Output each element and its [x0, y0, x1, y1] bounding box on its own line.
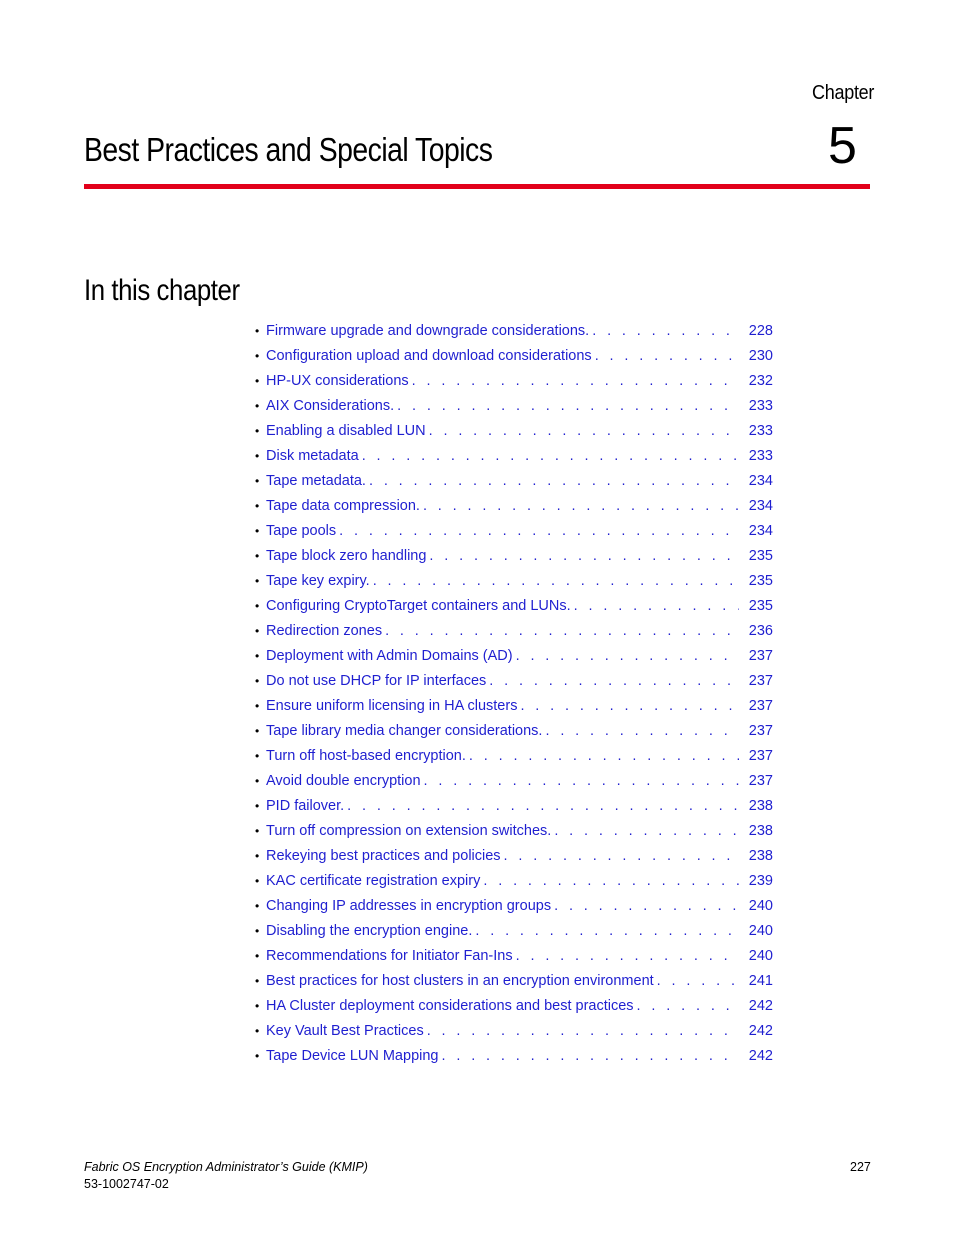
toc-page-link[interactable]: 238: [748, 798, 773, 814]
toc-entry: [255, 419, 773, 444]
bullet-icon: •: [255, 674, 260, 688]
footer-guide-title: Fabric OS Encryption Administrator’s Guide (KMIP): [84, 1160, 368, 1174]
toc-page-link[interactable]: 240: [748, 923, 773, 939]
toc-leader-dots: [589, 319, 739, 344]
bullet-icon: •: [255, 474, 260, 488]
toc-leader-dots: [486, 669, 739, 694]
toc-link[interactable]: Deployment with Admin Domains (AD): [266, 648, 513, 664]
toc-leader-dots: [517, 694, 739, 719]
toc-link[interactable]: PID failover.: [266, 798, 345, 814]
footer-page-number: 227: [850, 1160, 871, 1174]
toc-link[interactable]: Tape data compression.: [266, 498, 420, 514]
toc-entry: [255, 769, 773, 794]
toc-link[interactable]: Best practices for host clusters in an encryption environment: [266, 973, 654, 989]
toc-entry: [255, 619, 773, 644]
toc-leader-dots: [501, 844, 739, 869]
toc-entry: [255, 794, 773, 819]
toc-link[interactable]: Do not use DHCP for IP interfaces: [266, 673, 487, 689]
toc-link[interactable]: Tape key expiry.: [266, 573, 370, 589]
toc-link[interactable]: Tape block zero handling: [266, 548, 427, 564]
footer-doc-number: 53-1002747-02: [84, 1177, 169, 1191]
toc-link[interactable]: Tape pools: [266, 523, 337, 539]
toc-link[interactable]: Tape library media changer considerations.: [266, 723, 543, 739]
toc-leader-dots: [551, 894, 739, 919]
toc-page-link[interactable]: 242: [748, 1048, 773, 1064]
toc-link[interactable]: Rekeying best practices and policies: [266, 848, 501, 864]
toc-page-link[interactable]: 237: [748, 673, 773, 689]
bullet-icon: •: [255, 799, 260, 813]
toc-page-link[interactable]: 232: [748, 373, 773, 389]
bullet-icon: •: [255, 499, 260, 513]
toc-page-link[interactable]: 236: [748, 623, 773, 639]
toc-link[interactable]: HA Cluster deployment considerations and best practices: [266, 998, 634, 1014]
toc-link[interactable]: Key Vault Best Practices: [266, 1023, 424, 1039]
toc-entry: [255, 819, 773, 844]
bullet-icon: •: [255, 524, 260, 538]
toc-entry: [255, 394, 773, 419]
bullet-icon: •: [255, 899, 260, 913]
page-title: Best Practices and Special Topics: [84, 131, 493, 168]
toc-page-link[interactable]: 234: [748, 473, 773, 489]
toc-entry: [255, 694, 773, 719]
toc-leader-dots: [438, 1044, 739, 1069]
toc-entry: [255, 544, 773, 569]
toc-entry: [255, 494, 773, 519]
toc-page-link[interactable]: 237: [748, 723, 773, 739]
toc-leader-dots: [426, 544, 739, 569]
chapter-toc: [255, 319, 773, 1069]
bullet-icon: •: [255, 974, 260, 988]
toc-entry: [255, 519, 773, 544]
title-divider: [84, 184, 870, 189]
toc-entry: [255, 744, 773, 769]
bullet-icon: •: [255, 699, 260, 713]
toc-entry: [255, 869, 773, 894]
toc-link[interactable]: AIX Considerations.: [266, 398, 395, 414]
bullet-icon: •: [255, 424, 260, 438]
bullet-icon: •: [255, 949, 260, 963]
toc-page-link[interactable]: 234: [748, 523, 773, 539]
toc-page-link[interactable]: 237: [748, 648, 773, 664]
toc-entry: [255, 944, 773, 969]
toc-leader-dots: [344, 794, 739, 819]
toc-page-link[interactable]: 234: [748, 498, 773, 514]
bullet-icon: •: [255, 824, 260, 838]
toc-entry: [255, 319, 773, 344]
bullet-icon: •: [255, 324, 260, 338]
toc-link[interactable]: Changing IP addresses in encryption groups: [266, 898, 552, 914]
toc-page-link[interactable]: 237: [748, 698, 773, 714]
toc-entry: [255, 344, 773, 369]
toc-entry: [255, 1019, 773, 1044]
toc-link[interactable]: Disk metadata: [266, 448, 359, 464]
toc-entry: [255, 469, 773, 494]
toc-leader-dots: [592, 344, 739, 369]
toc-link[interactable]: Turn off compression on extension switches.: [266, 823, 552, 839]
toc-link[interactable]: Configuration upload and download considerations: [266, 348, 592, 364]
bullet-icon: •: [255, 549, 260, 563]
toc-entry: [255, 594, 773, 619]
toc-link[interactable]: Firmware upgrade and downgrade considerations.: [266, 323, 590, 339]
toc-page-link[interactable]: 242: [748, 998, 773, 1014]
bullet-icon: •: [255, 599, 260, 613]
toc-page-link[interactable]: 233: [748, 398, 773, 414]
bullet-icon: •: [255, 624, 260, 638]
bullet-icon: •: [255, 749, 260, 763]
toc-leader-dots: [409, 369, 739, 394]
toc-link[interactable]: Tape metadata.: [266, 473, 366, 489]
toc-page-link[interactable]: 239: [748, 873, 773, 889]
toc-page-link[interactable]: 235: [748, 573, 773, 589]
bullet-icon: •: [255, 574, 260, 588]
toc-page-link[interactable]: 233: [748, 448, 773, 464]
toc-link[interactable]: KAC certificate registration expiry: [266, 873, 481, 889]
bullet-icon: •: [255, 874, 260, 888]
toc-leader-dots: [336, 519, 739, 544]
chapter-label: Chapter: [812, 82, 875, 104]
toc-entry: [255, 894, 773, 919]
toc-page-link[interactable]: 228: [748, 323, 773, 339]
toc-leader-dots: [359, 444, 739, 469]
toc-page-link[interactable]: 238: [748, 848, 773, 864]
toc-leader-dots: [394, 394, 739, 419]
toc-leader-dots: [382, 619, 739, 644]
bullet-icon: •: [255, 1049, 260, 1063]
toc-leader-dots: [421, 769, 739, 794]
chapter-number: 5: [828, 117, 857, 175]
toc-entry: [255, 919, 773, 944]
toc-page-link[interactable]: 238: [748, 823, 773, 839]
toc-entry: [255, 569, 773, 594]
toc-leader-dots: [551, 819, 739, 844]
toc-page-link[interactable]: 237: [748, 748, 773, 764]
bullet-icon: •: [255, 349, 260, 363]
bullet-icon: •: [255, 999, 260, 1013]
toc-leader-dots: [424, 1019, 739, 1044]
toc-link[interactable]: Enabling a disabled LUN: [266, 423, 426, 439]
toc-leader-dots: [366, 469, 739, 494]
toc-leader-dots: [472, 919, 739, 944]
toc-entry: [255, 669, 773, 694]
toc-link[interactable]: Redirection zones: [266, 623, 383, 639]
toc-entry: [255, 1044, 773, 1069]
toc-leader-dots: [634, 994, 739, 1019]
bullet-icon: •: [255, 724, 260, 738]
toc-leader-dots: [466, 744, 739, 769]
toc-leader-dots: [513, 944, 739, 969]
footer-info: [84, 1159, 368, 1193]
toc-entry: [255, 719, 773, 744]
toc-leader-dots: [571, 594, 739, 619]
toc-page-link[interactable]: 230: [748, 348, 773, 364]
toc-entry: [255, 994, 773, 1019]
toc-link[interactable]: Tape Device LUN Mapping: [266, 1048, 439, 1064]
toc-page-link[interactable]: 235: [748, 548, 773, 564]
toc-link[interactable]: HP-UX considerations: [266, 373, 409, 389]
toc-entry: [255, 844, 773, 869]
toc-link[interactable]: Recommendations for Initiator Fan-Ins: [266, 948, 513, 964]
toc-entry: [255, 644, 773, 669]
bullet-icon: •: [255, 399, 260, 413]
toc-link[interactable]: Ensure uniform licensing in HA clusters: [266, 698, 518, 714]
toc-page-link[interactable]: 237: [748, 773, 773, 789]
toc-leader-dots: [426, 419, 739, 444]
toc-link[interactable]: Configuring CryptoTarget containers and LUNs.: [266, 598, 571, 614]
bullet-icon: •: [255, 1024, 260, 1038]
bullet-icon: •: [255, 849, 260, 863]
toc-leader-dots: [420, 494, 739, 519]
toc-page-link[interactable]: 242: [748, 1023, 773, 1039]
toc-leader-dots: [480, 869, 739, 894]
section-heading: In this chapter: [84, 274, 240, 307]
toc-leader-dots: [513, 644, 739, 669]
toc-page-link[interactable]: 240: [748, 948, 773, 964]
toc-leader-dots: [654, 969, 739, 994]
bullet-icon: •: [255, 649, 260, 663]
toc-leader-dots: [370, 569, 739, 594]
toc-page-link[interactable]: 235: [748, 598, 773, 614]
toc-leader-dots: [542, 719, 739, 744]
toc-entry: [255, 369, 773, 394]
toc-page-link[interactable]: 233: [748, 423, 773, 439]
toc-entry: [255, 444, 773, 469]
toc-link[interactable]: Turn off host-based encryption.: [266, 748, 466, 764]
bullet-icon: •: [255, 449, 260, 463]
toc-page-link[interactable]: 240: [748, 898, 773, 914]
bullet-icon: •: [255, 374, 260, 388]
toc-entry: [255, 969, 773, 994]
toc-link[interactable]: Disabling the encryption engine.: [266, 923, 473, 939]
bullet-icon: •: [255, 774, 260, 788]
bullet-icon: •: [255, 924, 260, 938]
toc-link[interactable]: Avoid double encryption: [266, 773, 421, 789]
toc-page-link[interactable]: 241: [748, 973, 773, 989]
